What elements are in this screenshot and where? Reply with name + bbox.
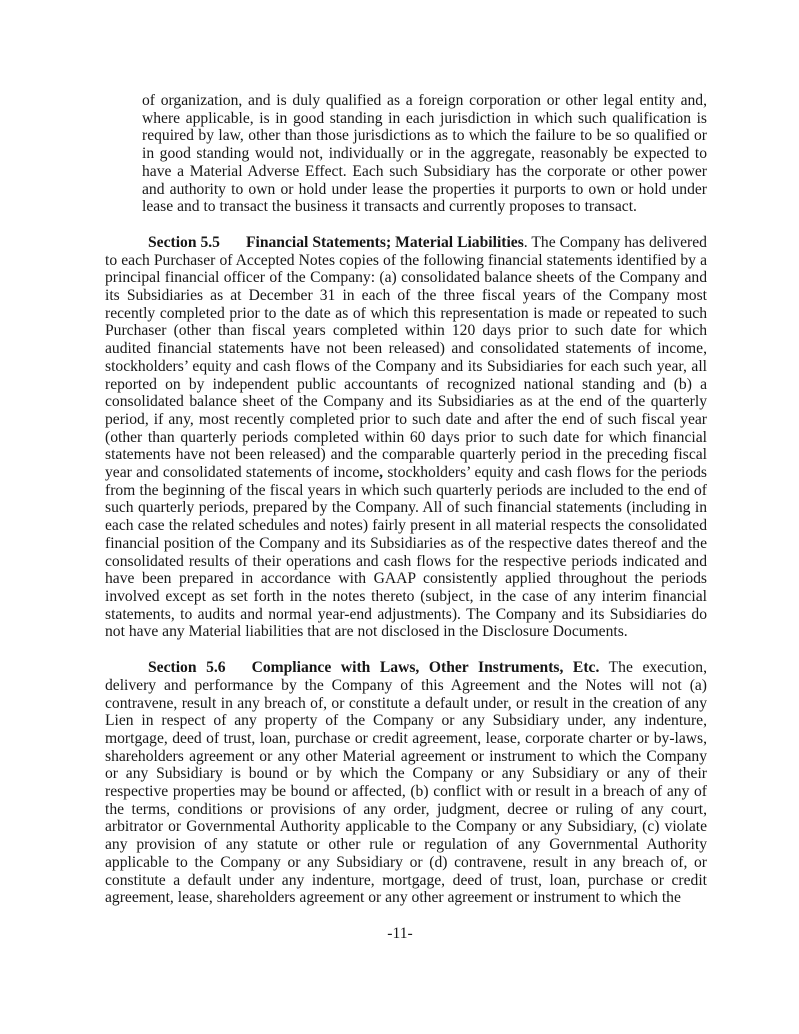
section-5-6-label: Section 5.6 (148, 659, 226, 677)
section-5-6-title: Compliance with Laws, Other Instruments, Etc. (251, 659, 600, 677)
paragraph-continuation (142, 92, 707, 216)
section-5-5-paragraph (105, 234, 707, 641)
page-number: -11- (387, 924, 413, 942)
section-5-5-body-2: stockholders’ equity and cash flows for the periods from the beginning of the fiscal years in which such quarterly periods are included to the end of such quarterly periods, prepared by the Company. All of such financial statements (including in each case the related schedules and notes) fairly present in all material respects the consolidated financial position of the Company and its Subsidiaries as of the respective dates thereof and the consolidated results of their operations and cash flows for the respective periods indicated and have been prepared in accordance with GAAP consistently applied throughout the periods involved except as set forth in the notes thereto (subject, in the case of any interim financial statements, to audits and normal year-end adjustments). The Company and its Subsidiaries do not have any Material liabilities that are not disclosed in the Disclosure Documents. (105, 464, 707, 641)
section-5-5-bold-comma: , (379, 464, 384, 482)
section-5-5-title-period: . (523, 233, 528, 251)
continuation-text: of organization, and is duly qualified as a foreign corporation or other legal entity and, where applicable, is in good standing in each jurisdiction in which such qualification is required by law, other than those jurisdictions as to which the failure to be so qualified or in good standing would not, individually or in the aggregate, reasonably be expected to have a Material Adverse Effect. Each such Subsidiary has the corporate or other power and authority to own or hold under lease the properties it purports to own or hold under lease and to transact the business it transacts and currently proposes to transact. (142, 92, 707, 216)
section-5-6-body: The execution, delivery and performance by the Company of this Agreement and the Notes will not (a) contravene, result in any breach of, or constitute a default under, or result in the creation of any Lien in respect of any property of the Company or any Subsidiary under, any indenture, mortgage, deed of trust, loan, purchase or credit agreement, lease, corporate charter or by-laws, shareholders agreement or any other Material agreement or instrument to which the Company or any Subsidiary is bound or by which the Company or any Subsidiary or any of their respective properties may be bound or affected, (b) conflict with or result in a breach of any of the terms, conditions or provisions of any order, judgment, decree or ruling of any court, arbitrator or Governmental Authority applicable to the Company or any Subsidiary, (c) violate any provision of any statute or other rule or regulation of any Governmental Authority applicable to the Company or any Subsidiary or (d) contravene, result in any breach of, or constitute a default under any indenture, mortgage, deed of trust, loan, purchase or credit agreement, lease, shareholders agreement or any other agreement or instrument to which the (105, 659, 707, 907)
section-5-6-paragraph (105, 659, 707, 907)
section-5-5-title: Financial Statements; Material Liabilities (245, 233, 524, 251)
section-5-5-body-1: The Company has delivered to each Purchaser of Accepted Notes copies of the following financial statements identified by a principal financial officer of the Company: (a) consolidated balance sheets of the Company and its Subsidiaries as at December 31 in each of the three fiscal years of the Company most recently completed prior to the date as of which this representation is made or repeated to such Purchaser (other than fiscal years completed within 120 days prior to such date for which audited financial statements have not been released) and consolidated statements of income, stockholders’ equity and cash flows of the Company and its Subsidiaries for each such year, all reported on by independent public accountants of recognized national standing and (b) a consolidated balance sheet of the Company and its Subsidiaries as at the end of the quarterly period, if any, most recently completed prior to such date and after the end of such fiscal year (other than quarterly periods completed within 60 days prior to such date for which financial statements have not been released) and the comparable quarterly period in the preceding fiscal year and consolidated statements of income (105, 233, 707, 482)
section-5-5-label: Section 5.5 (148, 233, 220, 251)
